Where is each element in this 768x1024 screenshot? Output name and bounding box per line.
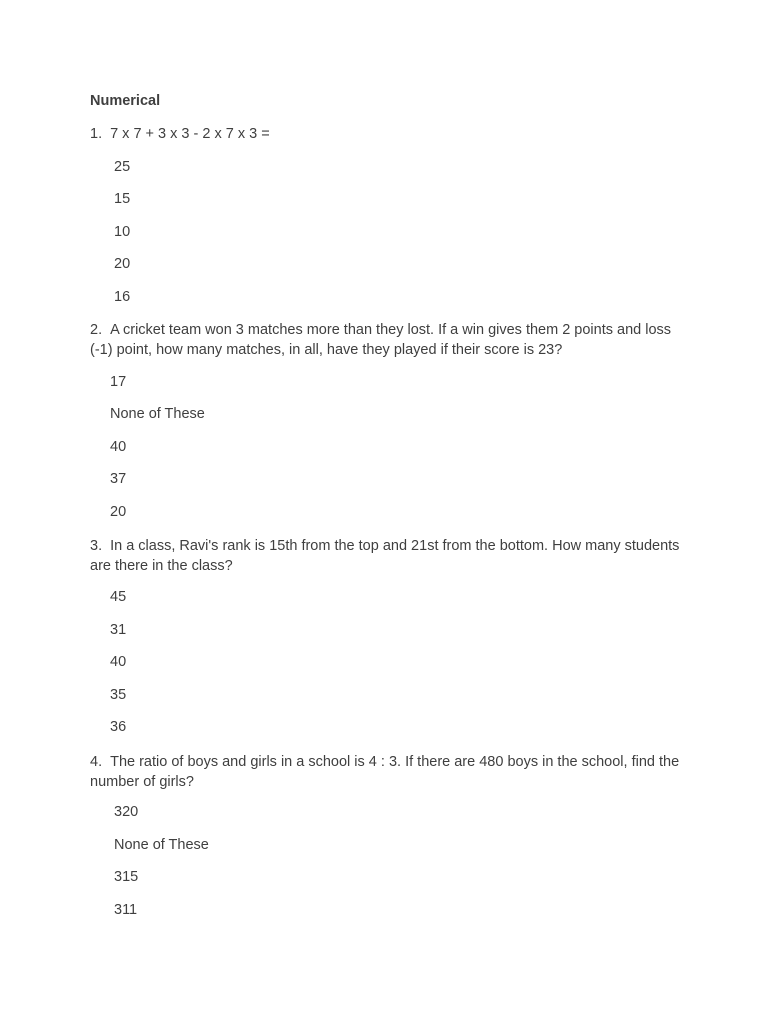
question-1	[90, 124, 690, 144]
option-item: 315	[114, 869, 139, 885]
option-item: 40	[110, 439, 127, 455]
option-item: None of These	[110, 406, 205, 422]
option-item: 25	[114, 159, 131, 175]
option-item: 40	[110, 654, 127, 670]
option-item: 20	[110, 504, 127, 520]
option-item: 320	[114, 804, 139, 820]
option-item: None of These	[114, 837, 209, 853]
question-text: The ratio of boys and girls in a school is 4 : 3. If there are 480 boys in the school, find the number of girls?	[90, 754, 680, 790]
option-item: 16	[114, 289, 131, 305]
question-text: In a class, Ravi's rank is 15th from the top and 21st from the bottom. How many students are there in the class?	[90, 538, 680, 574]
question-text: A cricket team won 3 matches more than they lost. If a win gives them 2 points and loss (-1) point, how many matches, in all, have they played if their score is 23?	[90, 322, 672, 358]
question-4	[90, 752, 690, 792]
option-item: 10	[114, 224, 131, 240]
option-item: 17	[110, 374, 127, 390]
question-text: 7 x 7 + 3 x 3 - 2 x 7 x 3 =	[110, 126, 270, 142]
option-item: 45	[110, 589, 127, 605]
question-number: 3.	[90, 538, 103, 554]
question-2	[90, 320, 690, 360]
option-item: 37	[110, 471, 127, 487]
option-item: 35	[110, 687, 127, 703]
section-title: Numerical	[90, 93, 161, 109]
question-3	[90, 536, 690, 576]
option-item: 311	[114, 902, 138, 918]
option-item: 20	[114, 256, 131, 272]
option-item: 31	[110, 622, 127, 638]
option-item: 15	[114, 191, 131, 207]
question-number: 1.	[90, 126, 103, 142]
question-number: 2.	[90, 322, 103, 338]
option-item: 36	[110, 719, 127, 735]
question-number: 4.	[90, 754, 103, 770]
